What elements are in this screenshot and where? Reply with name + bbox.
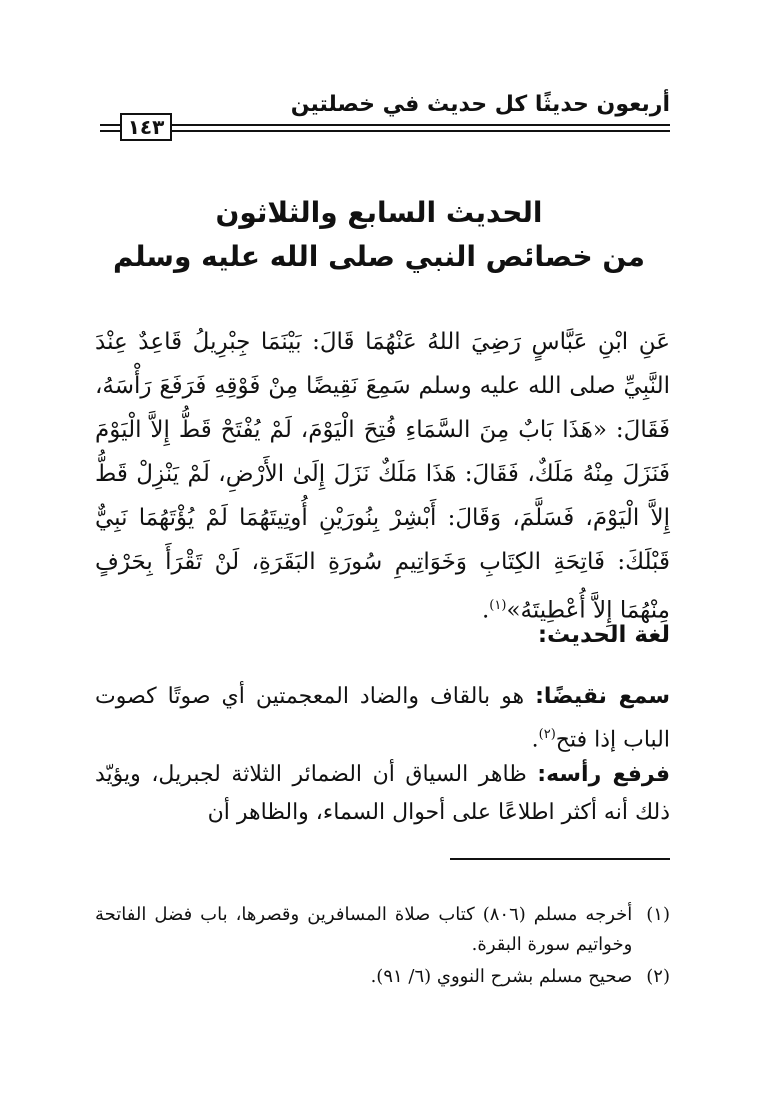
footnote-number: (٢): [646, 966, 670, 987]
header-rule: [100, 122, 670, 136]
entry-term: سمع نقيضًا:: [535, 684, 670, 709]
footnote-ref-2: (٢): [538, 727, 556, 742]
footnote-divider: [450, 858, 670, 860]
footnote-text: أخرجه مسلم (٨٠٦) كتاب صلاة المسافرين وقصرها، باب فضل الفاتحة وخواتيم سورة البقرة.: [95, 904, 633, 955]
language-section-heading: لغة الحديث:: [537, 622, 670, 648]
page-number: ١٤٣: [120, 113, 172, 141]
hadith-end: .: [481, 597, 490, 624]
entry-end: .: [531, 727, 539, 753]
hadith-body: عَنِ ابْنِ عَبَّاسٍ رَضِيَ اللهُ عَنْهُمَا قَالَ: بَيْنَمَا جِبْرِيلُ قَاعِدٌ عِنْدَ النَّبِيِّ صلى الله عليه وسلم سَمِعَ نَقِيضًا مِنْ فَوْقِهِ فَرَفَعَ رَأْسَهُ، فَقَالَ: «هَذَا بَابٌ مِنَ السَّمَاءِ فُتِحَ الْيَوْمَ، لَمْ يُفْتَحْ قَطُّ إِلاَّ الْيَوْمَ فَنَزَلَ مِنْهُ مَلَكٌ، فَقَالَ: هَذَا مَلَكٌ نَزَلَ إِلَىٰ الأَرْضِ، لَمْ يَنْزِلْ قَطُّ إِلاَّ الْيَوْمَ، فَسَلَّمَ، وَقَالَ: أَبْشِرْ بِنُورَيْنِ أُوتِيتَهُمَا لَمْ يُؤْتَهُمَا نَبِيٌّ قَبْلَكَ: فَاتِحَةِ الكِتَابِ وَخَوَاتِيمِ سُورَةِ البَقَرَةِ، لَنْ تَقْرَأَ بِحَرْفٍ مِنْهُمَا إِلاَّ أُعْطِيتَهُ»: [95, 329, 670, 624]
hadith-text: [95, 320, 670, 633]
footnote-text: صحيح مسلم بشرح النووي (٦/ ٩١).: [370, 966, 633, 987]
chapter-title: الحديث السابع والثلاثون: [215, 196, 543, 229]
entry-text: هو بالقاف والضاد المعجمتين أي صوتًا كصوت الباب إذا فتح: [95, 684, 670, 753]
footnote-number: (١): [646, 904, 670, 925]
language-entry: [95, 678, 670, 759]
footnote: [95, 900, 670, 960]
running-head-title: أربعون حديثًا كل حديث في خصلتين: [290, 92, 670, 117]
footnote: [95, 962, 670, 992]
entry-term: فرفع رأسه:: [537, 762, 670, 787]
language-entry: [95, 756, 670, 832]
footnote-ref-1: (١): [489, 598, 507, 613]
chapter-subtitle: من خصائص النبي صلى الله عليه وسلم: [113, 240, 645, 273]
entry-text: ظاهر السياق أن الضمائر الثلاثة لجبريل، ويؤيّد ذلك أنه أكثر اطلاعًا على أحوال السماء، والظاهر أن: [95, 762, 670, 825]
footnotes: [95, 900, 670, 994]
